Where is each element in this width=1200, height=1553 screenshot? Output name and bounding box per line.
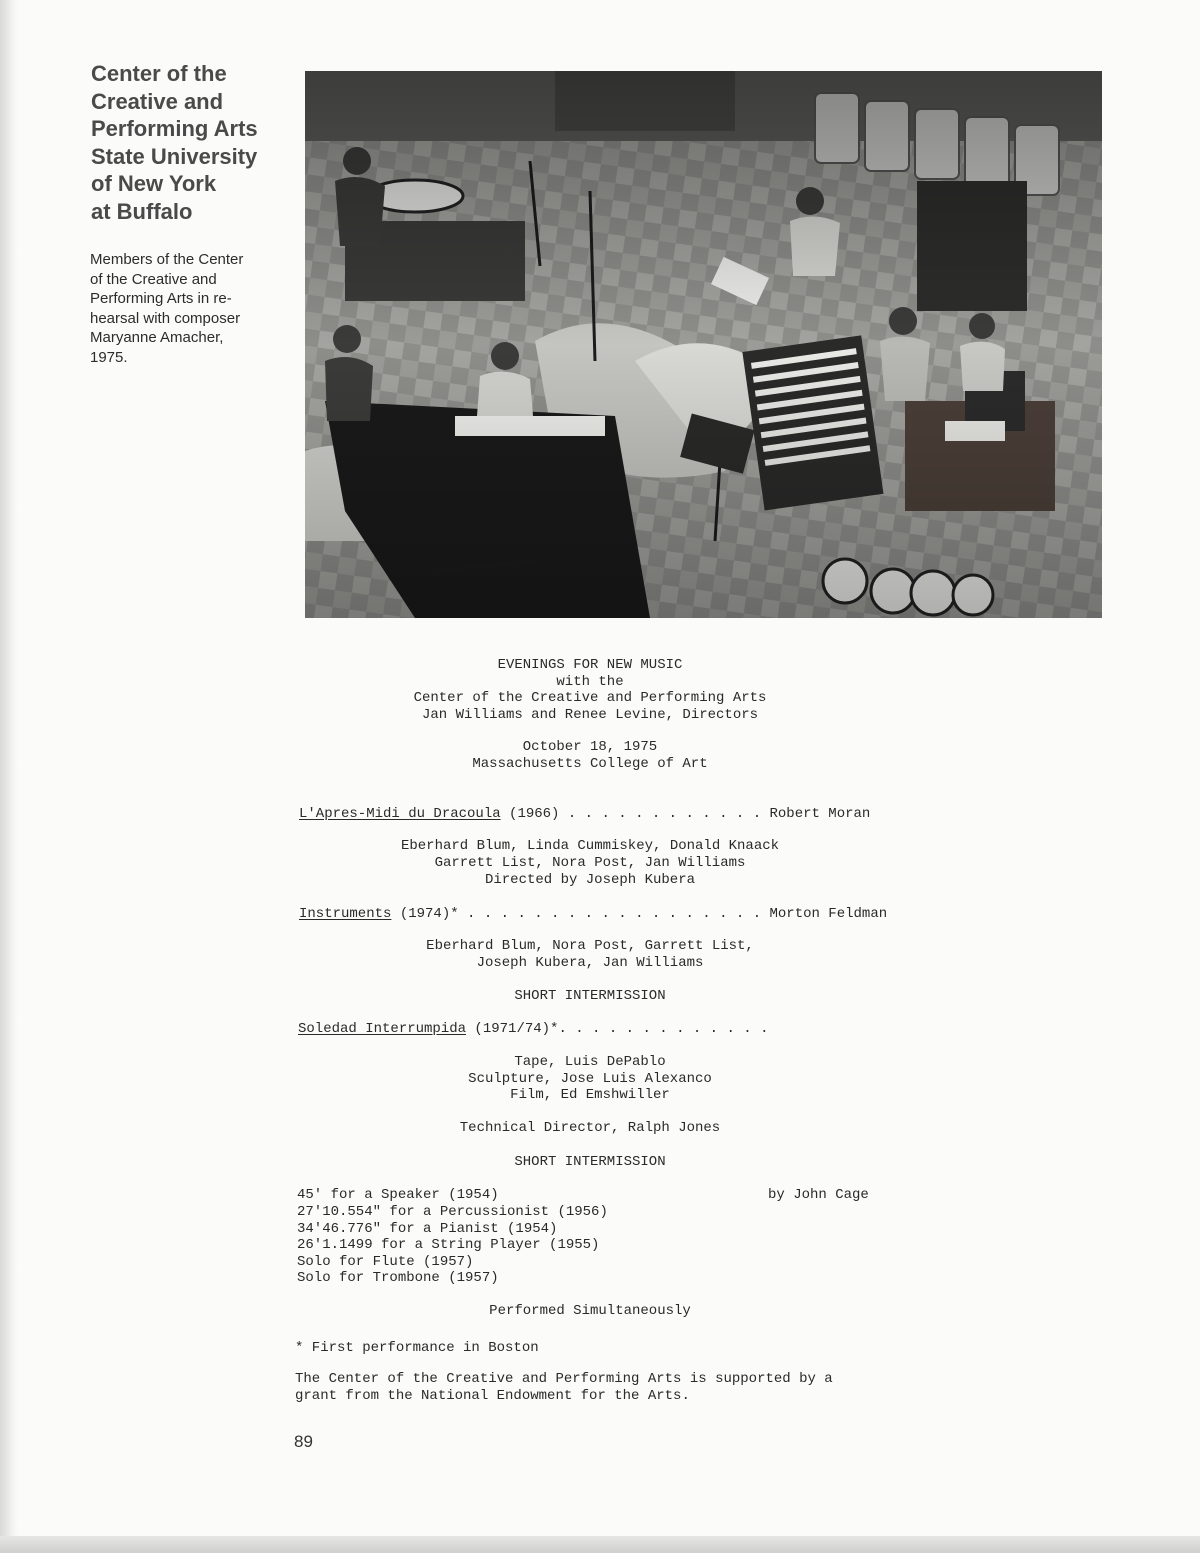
piece-composer: Morton Feldman (769, 906, 888, 922)
photo-caption (90, 250, 280, 367)
cage-work: Solo for Trombone (1957) (297, 1270, 499, 1286)
credit-line: Film, Ed Emshwiller (510, 1087, 670, 1103)
performers-line: Garrett List, Nora Post, Jan Williams (434, 855, 746, 871)
cage-work: 26'1.1499 for a String Player (1955) (297, 1237, 600, 1253)
credit-line: Tape, Luis DePablo (514, 1054, 666, 1070)
technical-director: Technical Director, Ralph Jones (459, 1120, 721, 1136)
cage-work: 27'10.554" for a Percussionist (1956) (297, 1204, 608, 1220)
program-organization: Center of the Creative and Performing Arts (413, 690, 767, 706)
piece-title: Soledad Interrumpida (298, 1021, 467, 1037)
dot-leader: . . . . . . . . . . . . (567, 806, 770, 822)
caption-line: Maryanne Amacher, (90, 329, 224, 346)
program-venue: Massachusetts College of Art (472, 756, 708, 772)
program-date: October 18, 1975 (522, 739, 658, 755)
piece-composer: Robert Moran (769, 806, 871, 822)
performers-line: Joseph Kubera, Jan Williams (476, 955, 704, 971)
caption-line: Performing Arts in re- (90, 290, 232, 307)
performers-line: Eberhard Blum, Linda Cummiskey, Donald Knaack (400, 838, 780, 854)
page-bottom-edge (0, 1536, 1200, 1553)
program-item (299, 906, 887, 922)
cage-composer: by John Cage (768, 1187, 869, 1203)
piece-year: (1971/74)* (466, 1021, 559, 1037)
page-spine-shadow (0, 0, 18, 1553)
caption-line: of the Creative and (90, 270, 217, 288)
sidebar-title-line: Creative and (91, 88, 224, 114)
cage-work: Solo for Flute (1957) (297, 1254, 474, 1270)
program-heading: EVENINGS FOR NEW MUSIC (497, 657, 683, 673)
page-number: 89 (294, 1432, 313, 1451)
piece-year: (1974)* (391, 906, 468, 922)
performers-line: Directed by Joseph Kubera (484, 872, 696, 888)
piece-title: L'Apres-Midi du Dracoula (299, 806, 501, 822)
footnote: * First performance in Boston (295, 1340, 539, 1356)
sidebar-title-line: Performing Arts (91, 116, 258, 141)
piece-year: (1966) (500, 806, 568, 822)
program-directors: Jan Williams and Renee Levine, Directors (421, 707, 759, 723)
sidebar-title-line: at Buffalo (91, 198, 193, 224)
program-subheading: with the (556, 674, 624, 690)
credit-line: Sculpture, Jose Luis Alexanco (468, 1071, 712, 1087)
dot-leader: . . . . . . . . . . . . . . . . . . (467, 906, 770, 922)
intermission: SHORT INTERMISSION (514, 1154, 666, 1170)
program-item (298, 1021, 769, 1037)
sidebar-title-line: State University (91, 143, 258, 169)
performance-note: Performed Simultaneously (489, 1303, 691, 1319)
sidebar-title (91, 60, 291, 225)
cage-work: 34'46.776" for a Pianist (1954) (297, 1221, 558, 1237)
sidebar-title-line: of New York (91, 171, 217, 196)
caption-line: hearsal with composer (90, 309, 241, 327)
sidebar-title-line: Center of the (91, 61, 227, 86)
cage-work: 45' for a Speaker (1954) (297, 1187, 499, 1203)
caption-line: 1975. (90, 348, 128, 366)
support-note-line: The Center of the Creative and Performing Arts is supported by a (295, 1371, 833, 1387)
caption-line: Members of the Center (90, 251, 244, 268)
performers-line: Eberhard Blum, Nora Post, Garrett List, (426, 938, 754, 954)
piece-title: Instruments (299, 906, 392, 922)
program-item (299, 806, 870, 822)
intermission: SHORT INTERMISSION (514, 988, 666, 1004)
dot-leader: . . . . . . . . . . . . . (558, 1021, 769, 1037)
rehearsal-photo (305, 71, 1102, 618)
rehearsal-photo-illustration (305, 71, 1102, 618)
support-note-line: grant from the National Endowment for the Arts. (295, 1388, 690, 1404)
